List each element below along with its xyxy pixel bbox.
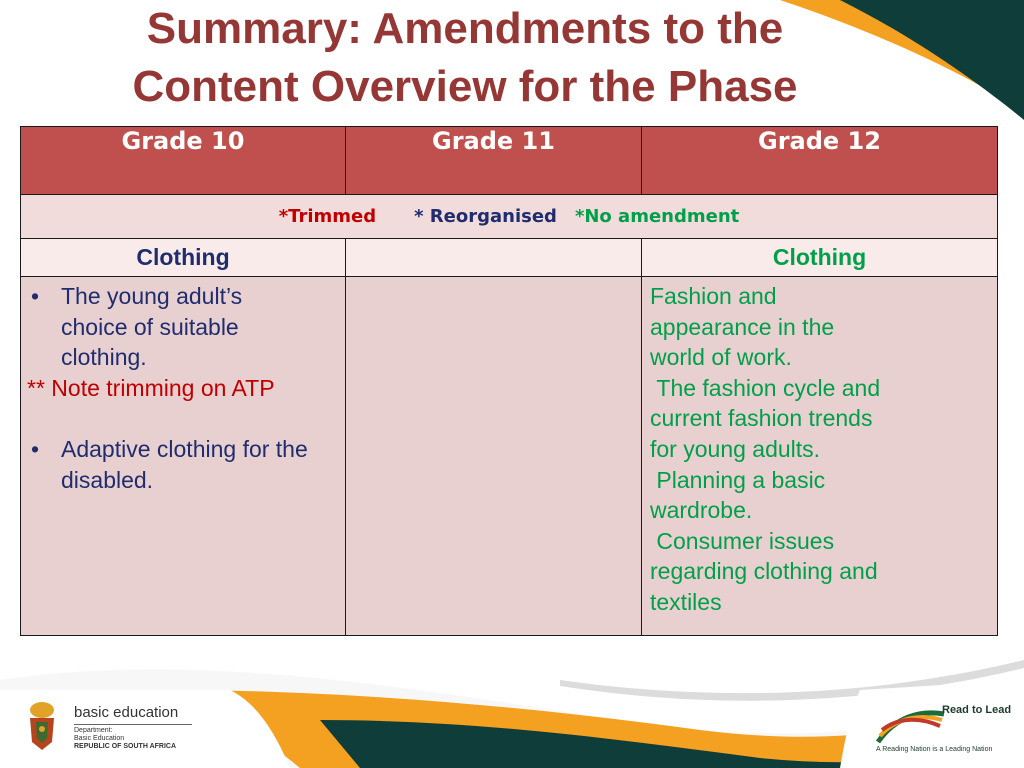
- topic-grade-11: [346, 239, 642, 277]
- content-line: appearance in the: [650, 313, 835, 340]
- bullet-line: The young adult’s: [61, 283, 243, 309]
- header-grade-12: Grade 12: [642, 127, 998, 195]
- bullet-line: clothing.: [61, 344, 147, 371]
- dept-line-1: Department:: [74, 727, 113, 734]
- content-grade-12: [642, 277, 998, 636]
- bullet-icon: •: [31, 283, 40, 309]
- legend-reorganised: * Reorganised: [414, 206, 557, 227]
- amendments-table: [20, 126, 998, 636]
- legend-row: [21, 195, 998, 239]
- slide-title: [40, 0, 890, 116]
- title-line-1: Summary: Amendments to the: [146, 4, 784, 53]
- campaign-title: Read to Lead: [942, 704, 1012, 716]
- content-line: Planning a basic: [650, 466, 826, 493]
- campaign-tagline: A Reading Nation is a Leading Nation: [876, 746, 993, 753]
- dept-name: basic education: [74, 704, 179, 721]
- dept-line-2: Basic Education: [74, 735, 125, 742]
- content-line: current fashion trends: [650, 405, 873, 432]
- legend-cell: [21, 195, 998, 239]
- content-line: regarding clothing and: [650, 558, 878, 585]
- spacer: [27, 403, 339, 434]
- content-line: Consumer issues: [650, 527, 835, 554]
- bullet-item: [27, 281, 339, 373]
- trimming-note: ** Note trimming on ATP: [27, 374, 275, 401]
- bullet-text: [61, 281, 242, 373]
- bullet-line: Adaptive clothing for the: [61, 435, 308, 462]
- content-row: [21, 277, 998, 636]
- content-line: for young adults.: [650, 435, 821, 462]
- dept-divider: [74, 724, 192, 725]
- coat-of-arms-icon: [22, 698, 62, 754]
- bullet-icon: •: [31, 435, 40, 462]
- content-grade-11: [346, 277, 642, 636]
- bullet-line: disabled.: [61, 466, 154, 493]
- dbe-logo: [22, 698, 222, 758]
- legend-no-amendment: *No amendment: [574, 206, 740, 227]
- header-grade-10: Grade 10: [21, 127, 346, 195]
- bullet-text: [61, 434, 308, 495]
- legend-trimmed: *Trimmed: [278, 206, 377, 227]
- content-line: world of work.: [650, 344, 792, 371]
- content-line: textiles: [650, 588, 722, 615]
- topic-grade-10: Clothing: [21, 239, 346, 277]
- bullet-item: [27, 434, 339, 495]
- content-line: Fashion and: [650, 283, 777, 309]
- title-line-2: Content Overview for the Phase: [132, 62, 798, 111]
- dept-line-3: REPUBLIC OF SOUTH AFRICA: [74, 743, 177, 750]
- book-swoosh-icon: [876, 706, 946, 746]
- bullet-line: choice of suitable: [61, 313, 239, 340]
- topic-grade-12: Clothing: [642, 239, 998, 277]
- content-line: The fashion cycle and: [650, 374, 881, 401]
- grade-header-row: [21, 127, 998, 195]
- content-line: wardrobe.: [650, 497, 753, 524]
- read-to-lead-logo: [876, 702, 1016, 762]
- content-grade-10: [21, 277, 346, 636]
- header-grade-11: Grade 11: [346, 127, 642, 195]
- topic-row: [21, 239, 998, 277]
